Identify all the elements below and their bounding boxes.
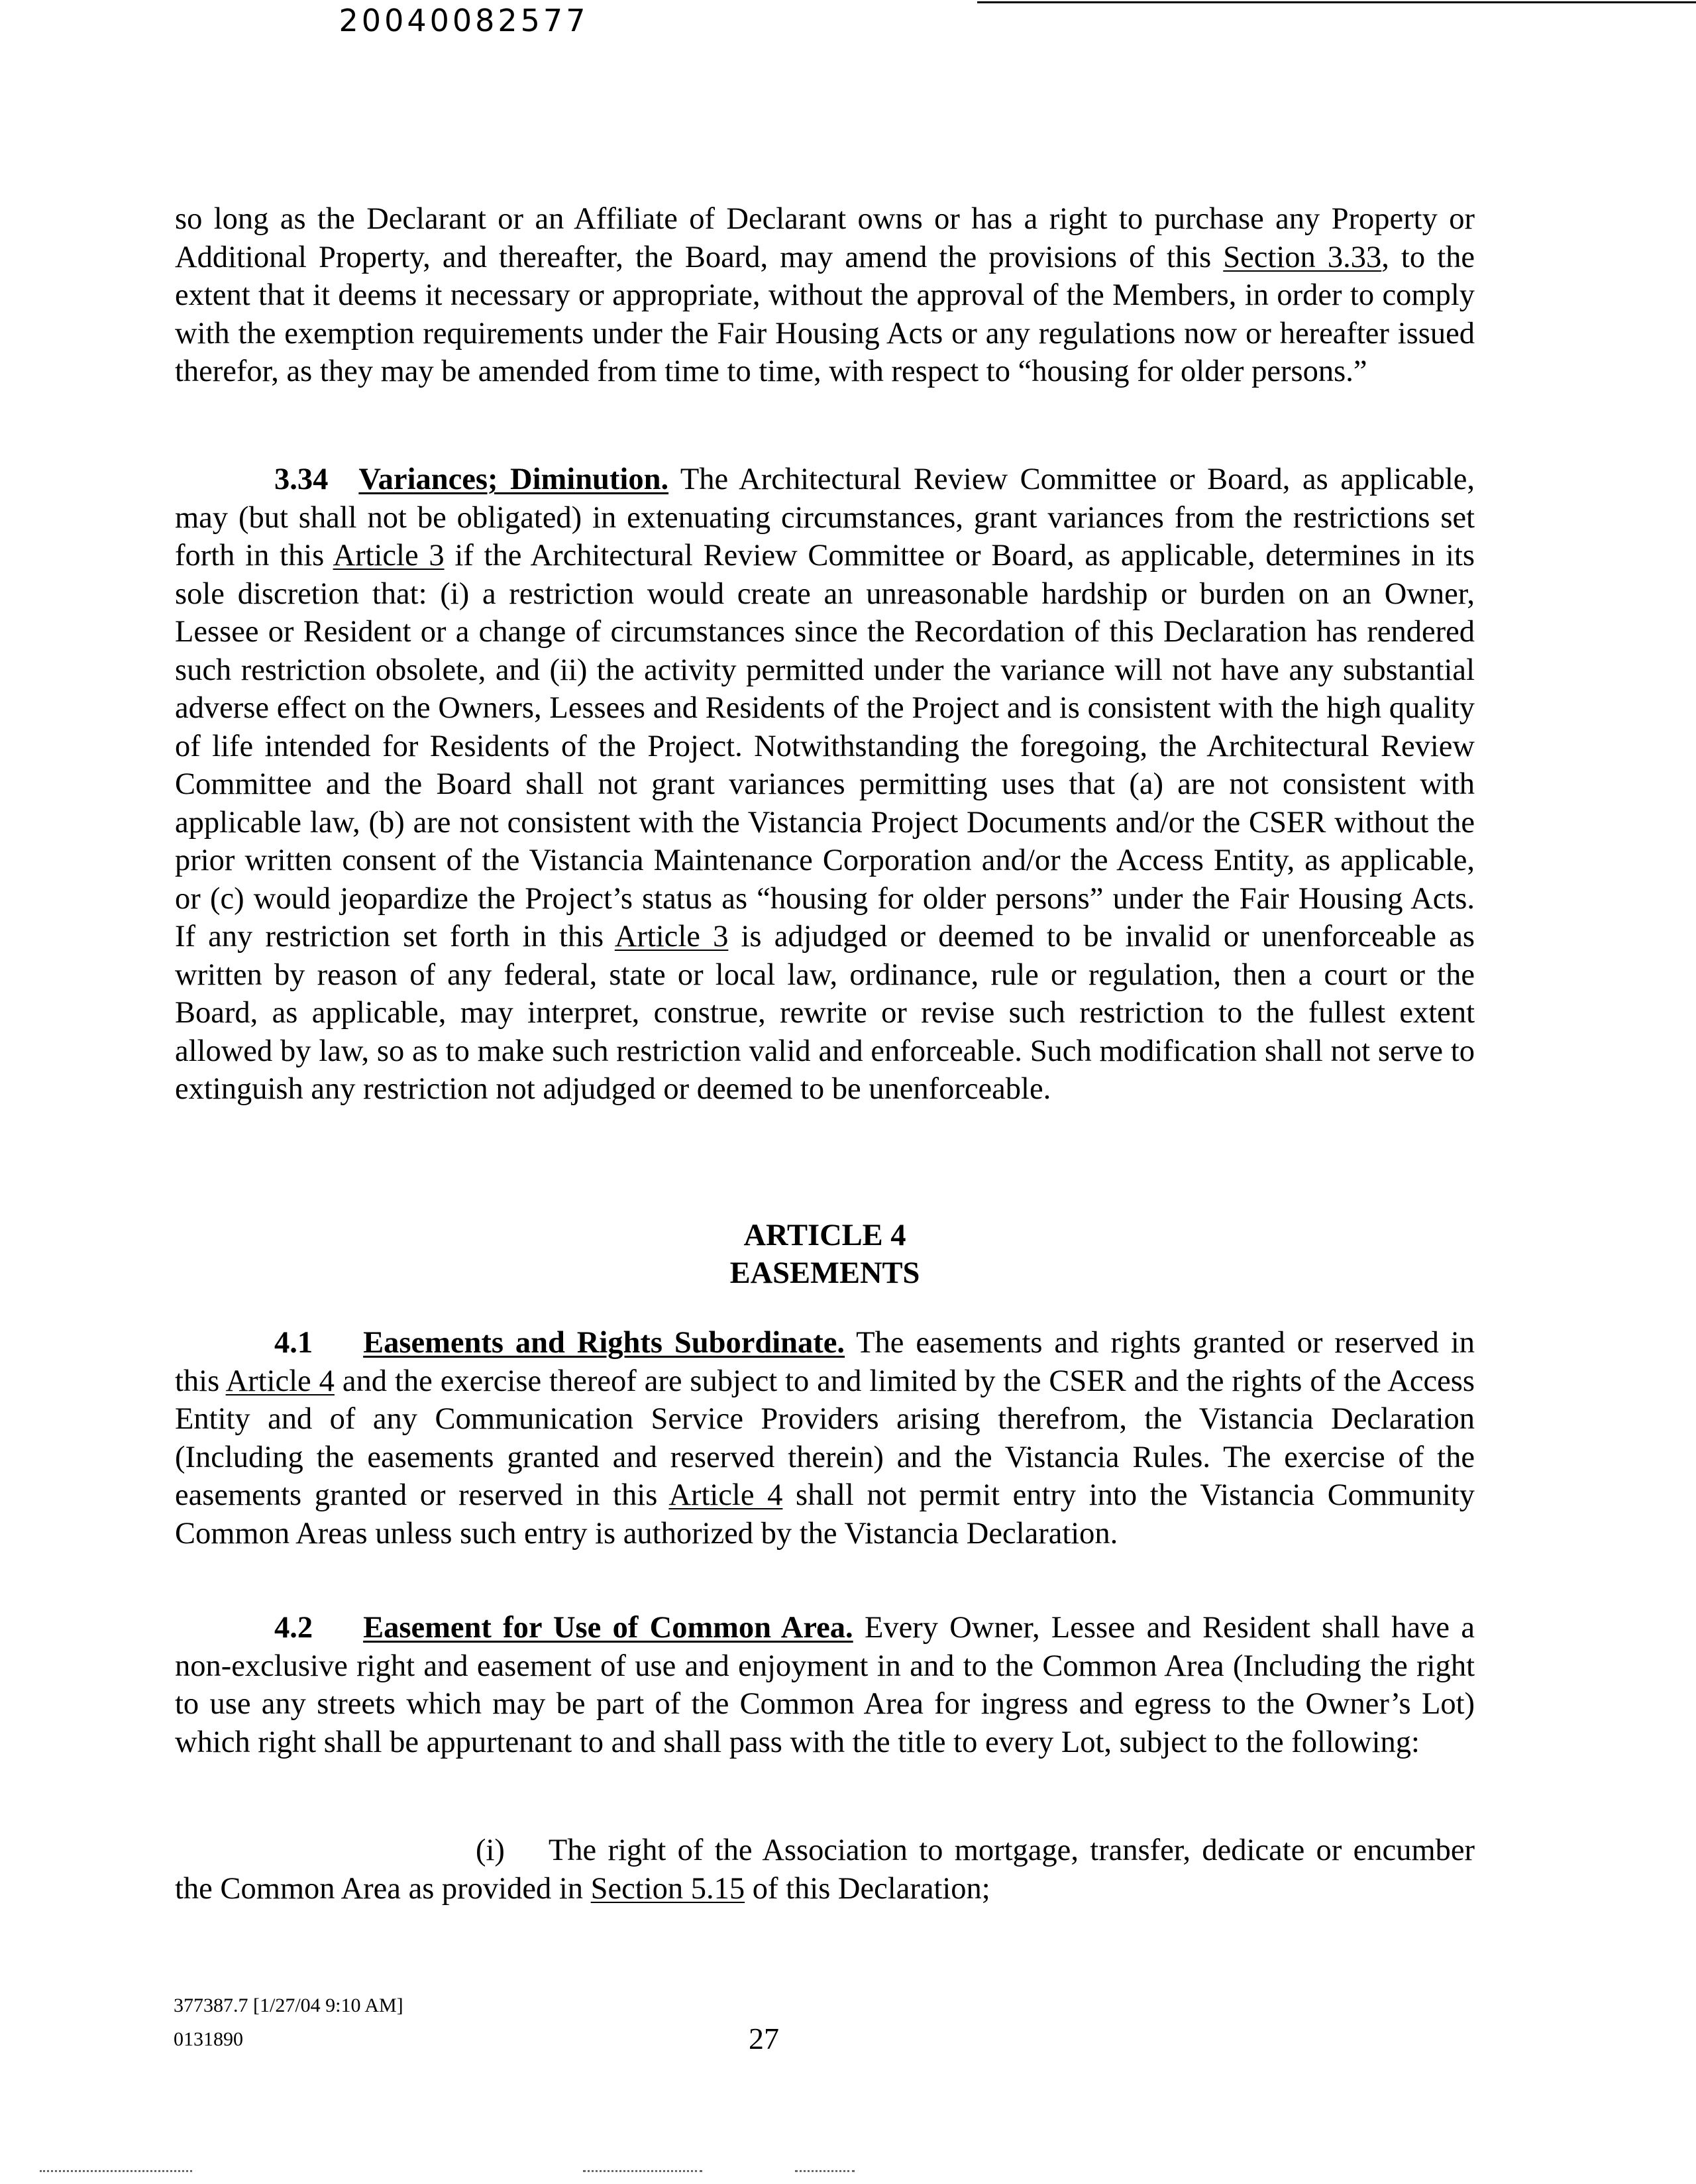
text-run: The easements and rights granted or reserved in this [175, 1326, 1475, 1398]
section-heading: Easements and Rights Subordinate. [363, 1326, 845, 1360]
text-run: Every Owner, Lessee and Resident shall have a non-exclusive right and easement of use and enjoyment in and to the Common Area (Including the right to use any streets which may be part of the Common Area for ingress and egress to the Owner’s Lot) which right shall be appurtenant to and shall pass with the title to every Lot, subject to the following: [175, 1611, 1475, 1759]
list-item-i [175, 1831, 1475, 1908]
section-reference: Section 5.15 [590, 1871, 745, 1906]
article-reference: Article 3 [614, 920, 729, 954]
scan-artifact [583, 2170, 702, 2175]
article-reference: Article 3 [333, 539, 445, 573]
section-heading: Easement for Use of Common Area. [363, 1611, 853, 1645]
article-reference: Article 4 [668, 1478, 783, 1512]
text-run: is adjudged or deemed to be invalid or unenforceable as written by reason of any federal, state or local law, ordinance, rule or regulation, then a court or the Board, as applicable, may interpret, construe, rewrite or revise such restriction to the fullest extent allowed by law, so as to make such restriction valid and enforceable. Such modification shall not serve to extinguish any restriction not adjudged or deemed to be unenforceable. [175, 920, 1475, 1106]
article-reference: Article 4 [225, 1364, 335, 1398]
footer-document-code: 0131890 [174, 2028, 243, 2050]
scan-artifact [40, 2170, 192, 2175]
paragraph-continuation [175, 200, 1475, 391]
article-title: ARTICLE 4 [743, 1219, 906, 1252]
text-run: and the exercise thereof are subject to and limited by the CSER and the rights of the Access Entity and of any Communication Service Providers arising therefrom, the Vistancia Declaration (Including the easements granted and reserved therein) and the Vistancia Rules. The exercise of the easements granted or reserved in this [175, 1364, 1475, 1512]
text-run: if the Architectural Review Committee or Board, as applicable, determines in its sole discretion that: (i) a restriction would create an unreasonable hardship or burden on an Owner, Lessee or Resident or a change of circumstances since the Recordation of this Declaration has rendered such restriction obsolete, and (ii) the activity permitted under the variance will not have any substantial adverse effect on the Owners, Lessees and Residents of the Project and is consistent with the high quality of life intended for Residents of the Project. Notwithstanding the foregoing, the Architectural Review Committee and the Board shall not grant variances permitting uses that (a) are not consistent with applicable law, (b) are not consistent with the Vistancia Project Documents and/or the CSER without the prior written consent of the Vistancia Maintenance Corporation and/or the Access Entity, as applicable, or (c) would jeopardize the Project’s status as “housing for older persons” under the Fair Housing Acts. If any restriction set forth in this [175, 539, 1475, 954]
text-run: of this Declaration; [745, 1871, 990, 1906]
section-reference: Section 3.33 [1223, 240, 1382, 274]
article-subtitle: EASEMENTS [729, 1256, 920, 1290]
section-3-34 [175, 461, 1475, 1109]
section-number: 4.1 [274, 1326, 313, 1360]
scan-artifact [795, 2170, 855, 2175]
section-number: 4.2 [274, 1611, 313, 1645]
recording-number: 20040082577 [339, 3, 589, 38]
section-4-1 [175, 1324, 1475, 1553]
text-run: shall not permit entry into the Vistancia Community Common Areas unless such entry is authorized by the Vistancia Declaration. [175, 1478, 1475, 1551]
section-4-2 [175, 1609, 1475, 1761]
footer-document-id: 377387.7 [1/27/04 9:10 AM] [174, 1994, 403, 2016]
section-number: 3.34 [274, 463, 329, 496]
item-number: (i) [476, 1833, 505, 1867]
page-number: 27 [749, 2022, 779, 2055]
text-run: The Architectural Review Committee or Board, as applicable, may (but shall not be obligated) in extenuating circumstances, grant variances from the restrictions set forth in this [175, 463, 1475, 573]
text-run: , to the extent that it deems it necessary or appropriate, without the approval of the Members, in order to comply with the exemption requirements under the Fair Housing Acts or any regulations now or hereafter issued therefor, as they may be amended from time to time, with respect to “housing for older persons.” [175, 240, 1475, 388]
text-run: so long as the Declarant or an Affiliate of Declarant owns or has a right to purchase any Property or Additional Property, and thereafter, the Board, may amend the provisions of this [175, 202, 1475, 274]
article-heading [175, 1217, 1475, 1292]
text-run: The right of the Association to mortgage, transfer, dedicate or encumber the Common Area as provided in [175, 1833, 1475, 1906]
top-rule [977, 1, 1696, 3]
section-heading: Variances; Diminution. [358, 463, 669, 496]
